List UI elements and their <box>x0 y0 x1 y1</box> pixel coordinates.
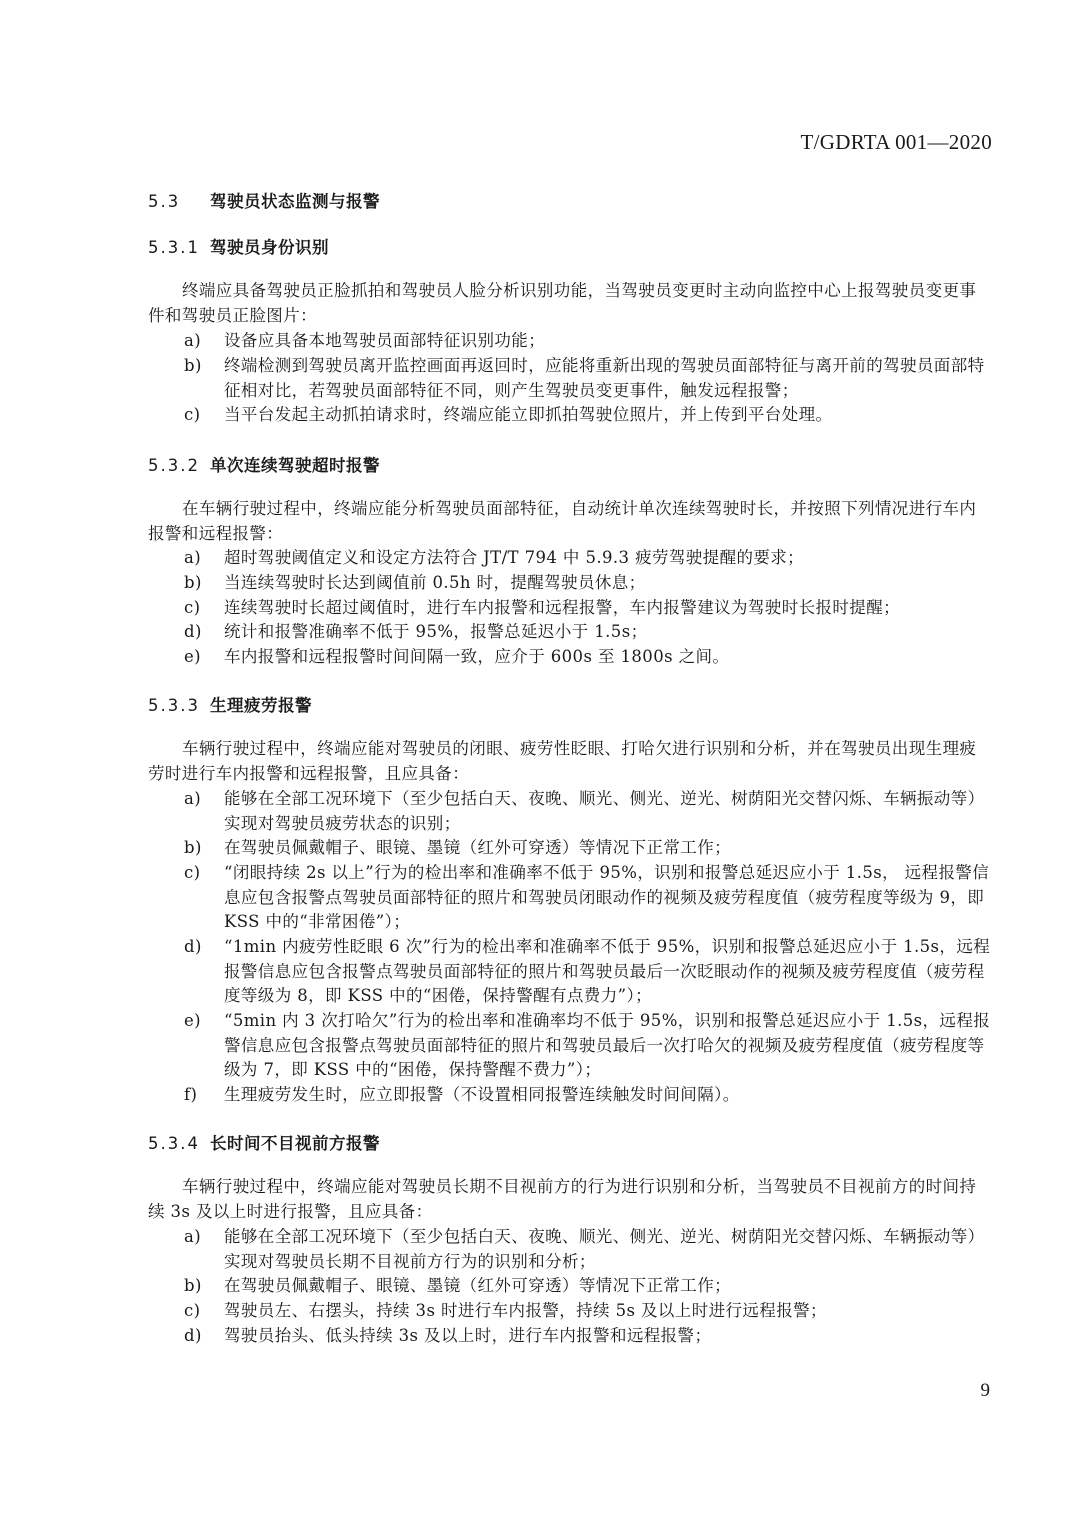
section-intro: 车辆行驶过程中，终端应能对驾驶员长期不目视前方的行为进行识别和分析，当驾驶员不目视前方的时间持续 3s 及以上时进行报警，且应具备： <box>148 1177 977 1221</box>
section-number: 5.3.2 <box>148 456 200 475</box>
section-intro: 在车辆行驶过程中，终端应能分析驾驶员面部特征，自动统计单次连续驾驶时长，并按照下列情况进行车内报警和远程报警： <box>148 499 977 543</box>
section-number: 5.3.4 <box>148 1134 200 1153</box>
list-item: e) 车内报警和远程报警时间间隔一致，应介于 600s 至 1800s 之间。 <box>184 647 730 666</box>
section-intro: 车辆行驶过程中，终端应能对驾驶员的闭眼、疲劳性眨眼、打哈欠进行识别和分析，并在驾驶员出现生理疲劳时进行车内报警和远程报警，且应具备： <box>148 739 977 783</box>
standard-number: T/GDRTA 001—2020 <box>800 130 992 154</box>
list-item: c) 连续驾驶时长超过阈值时，进行车内报警和远程报警，车内报警建议为驾驶时长报时提醒； <box>184 598 900 617</box>
list-item: d) 统计和报警准确率不低于 95%，报警总延迟小于 1.5s； <box>184 622 648 641</box>
list-item: a) 设备应具备本地驾驶员面部特征识别功能； <box>184 331 546 350</box>
section-title: 驾驶员状态监测与报警 <box>210 192 380 211</box>
section-title: 驾驶员身份识别 <box>210 238 329 257</box>
list-item: d) “1min 内疲劳性眨眼 6 次”行为的检出率和准确率不低于 95%，识别和报警总延迟应小于 1.5s，远程报警信息应包含报警点驾驶员面部特征的照片和驾驶员最后一次眨眼动作的视频及疲劳程度值（疲劳程度等级为 8，即 KSS 中的“困倦，保持警醒有点费力”）； <box>184 937 991 1005</box>
list-item: e) “5min 内 3 次打哈欠”行为的检出率和准确率均不低于 95%，识别和报警总延迟应小于 1.5s，远程报警信息应包含报警点驾驶员面部特征的照片和驾驶员最后一次打哈欠的视频及疲劳程度值（疲劳程度等级为 7，即 KSS 中的“困倦，保持警醒不费力”）； <box>184 1011 991 1079</box>
list-item: b) 在驾驶员佩戴帽子、眼镜、墨镜（红外可穿透）等情况下正常工作； <box>184 1276 731 1295</box>
section-heading-5-3-3 <box>148 692 312 716</box>
section-number: 5.3 <box>148 192 181 211</box>
section-heading-5-3-1 <box>148 234 329 258</box>
section-intro: 终端应具备驾驶员正脸抓拍和驾驶员人脸分析识别功能，当驾驶员变更时主动向监控中心上报驾驶员变更事件和驾驶员正脸图片： <box>148 281 977 325</box>
list-item: a) 超时驾驶阈值定义和设定方法符合 JT/T 794 中 5.9.3 疲劳驾驶提醒的要求； <box>184 548 805 567</box>
list-item: f) 生理疲劳发生时，应立即报警（不设置相同报警连续触发时间间隔）。 <box>184 1085 740 1104</box>
page-number: 9 <box>980 1380 990 1401</box>
section-heading-5-3-2 <box>148 452 380 476</box>
section-heading-5-3 <box>148 188 380 212</box>
section-title: 生理疲劳报警 <box>210 696 312 715</box>
list-item: b) 当连续驾驶时长达到阈值前 0.5h 时，提醒驾驶员休息； <box>184 573 646 592</box>
list-item: c) “闭眼持续 2s 以上”行为的检出率和准确率不低于 95%，识别和报警总延迟应小于 1.5s， 远程报警信息应包含报警点驾驶员面部特征的照片和驾驶员闭眼动作的视频及疲劳程度值（疲劳程度等级为 9，即 KSS 中的“非常困倦”）； <box>184 863 990 931</box>
list-item: c) 当平台发起主动抓拍请求时，终端应能立即抓拍驾驶位照片，并上传到平台处理。 <box>184 405 833 424</box>
list-item: b) 终端检测到驾驶员离开监控画面再返回时，应能将重新出现的驾驶员面部特征与离开前的驾驶员面部特征相对比，若驾驶员面部特征不同，则产生驾驶员变更事件，触发远程报警； <box>184 356 985 400</box>
section-number: 5.3.1 <box>148 238 200 257</box>
list-item: b) 在驾驶员佩戴帽子、眼镜、墨镜（红外可穿透）等情况下正常工作； <box>184 838 731 857</box>
list-item: d) 驾驶员抬头、低头持续 3s 及以上时，进行车内报警和远程报警； <box>184 1326 712 1345</box>
section-title: 单次连续驾驶超时报警 <box>210 456 380 475</box>
list-item: a) 能够在全部工况环境下（至少包括白天、夜晚、顺光、侧光、逆光、树荫阳光交替闪烁、车辆振动等）实现对驾驶员长期不目视前方行为的识别和分析； <box>184 1227 985 1271</box>
section-title: 长时间不目视前方报警 <box>210 1134 380 1153</box>
list-item: c) 驾驶员左、右摆头，持续 3s 时进行车内报警，持续 5s 及以上时进行远程报警； <box>184 1301 827 1320</box>
list-item: a) 能够在全部工况环境下（至少包括白天、夜晚、顺光、侧光、逆光、树荫阳光交替闪烁、车辆振动等）实现对驾驶员疲劳状态的识别； <box>184 789 985 833</box>
section-heading-5-3-4 <box>148 1130 380 1154</box>
section-number: 5.3.3 <box>148 696 200 715</box>
